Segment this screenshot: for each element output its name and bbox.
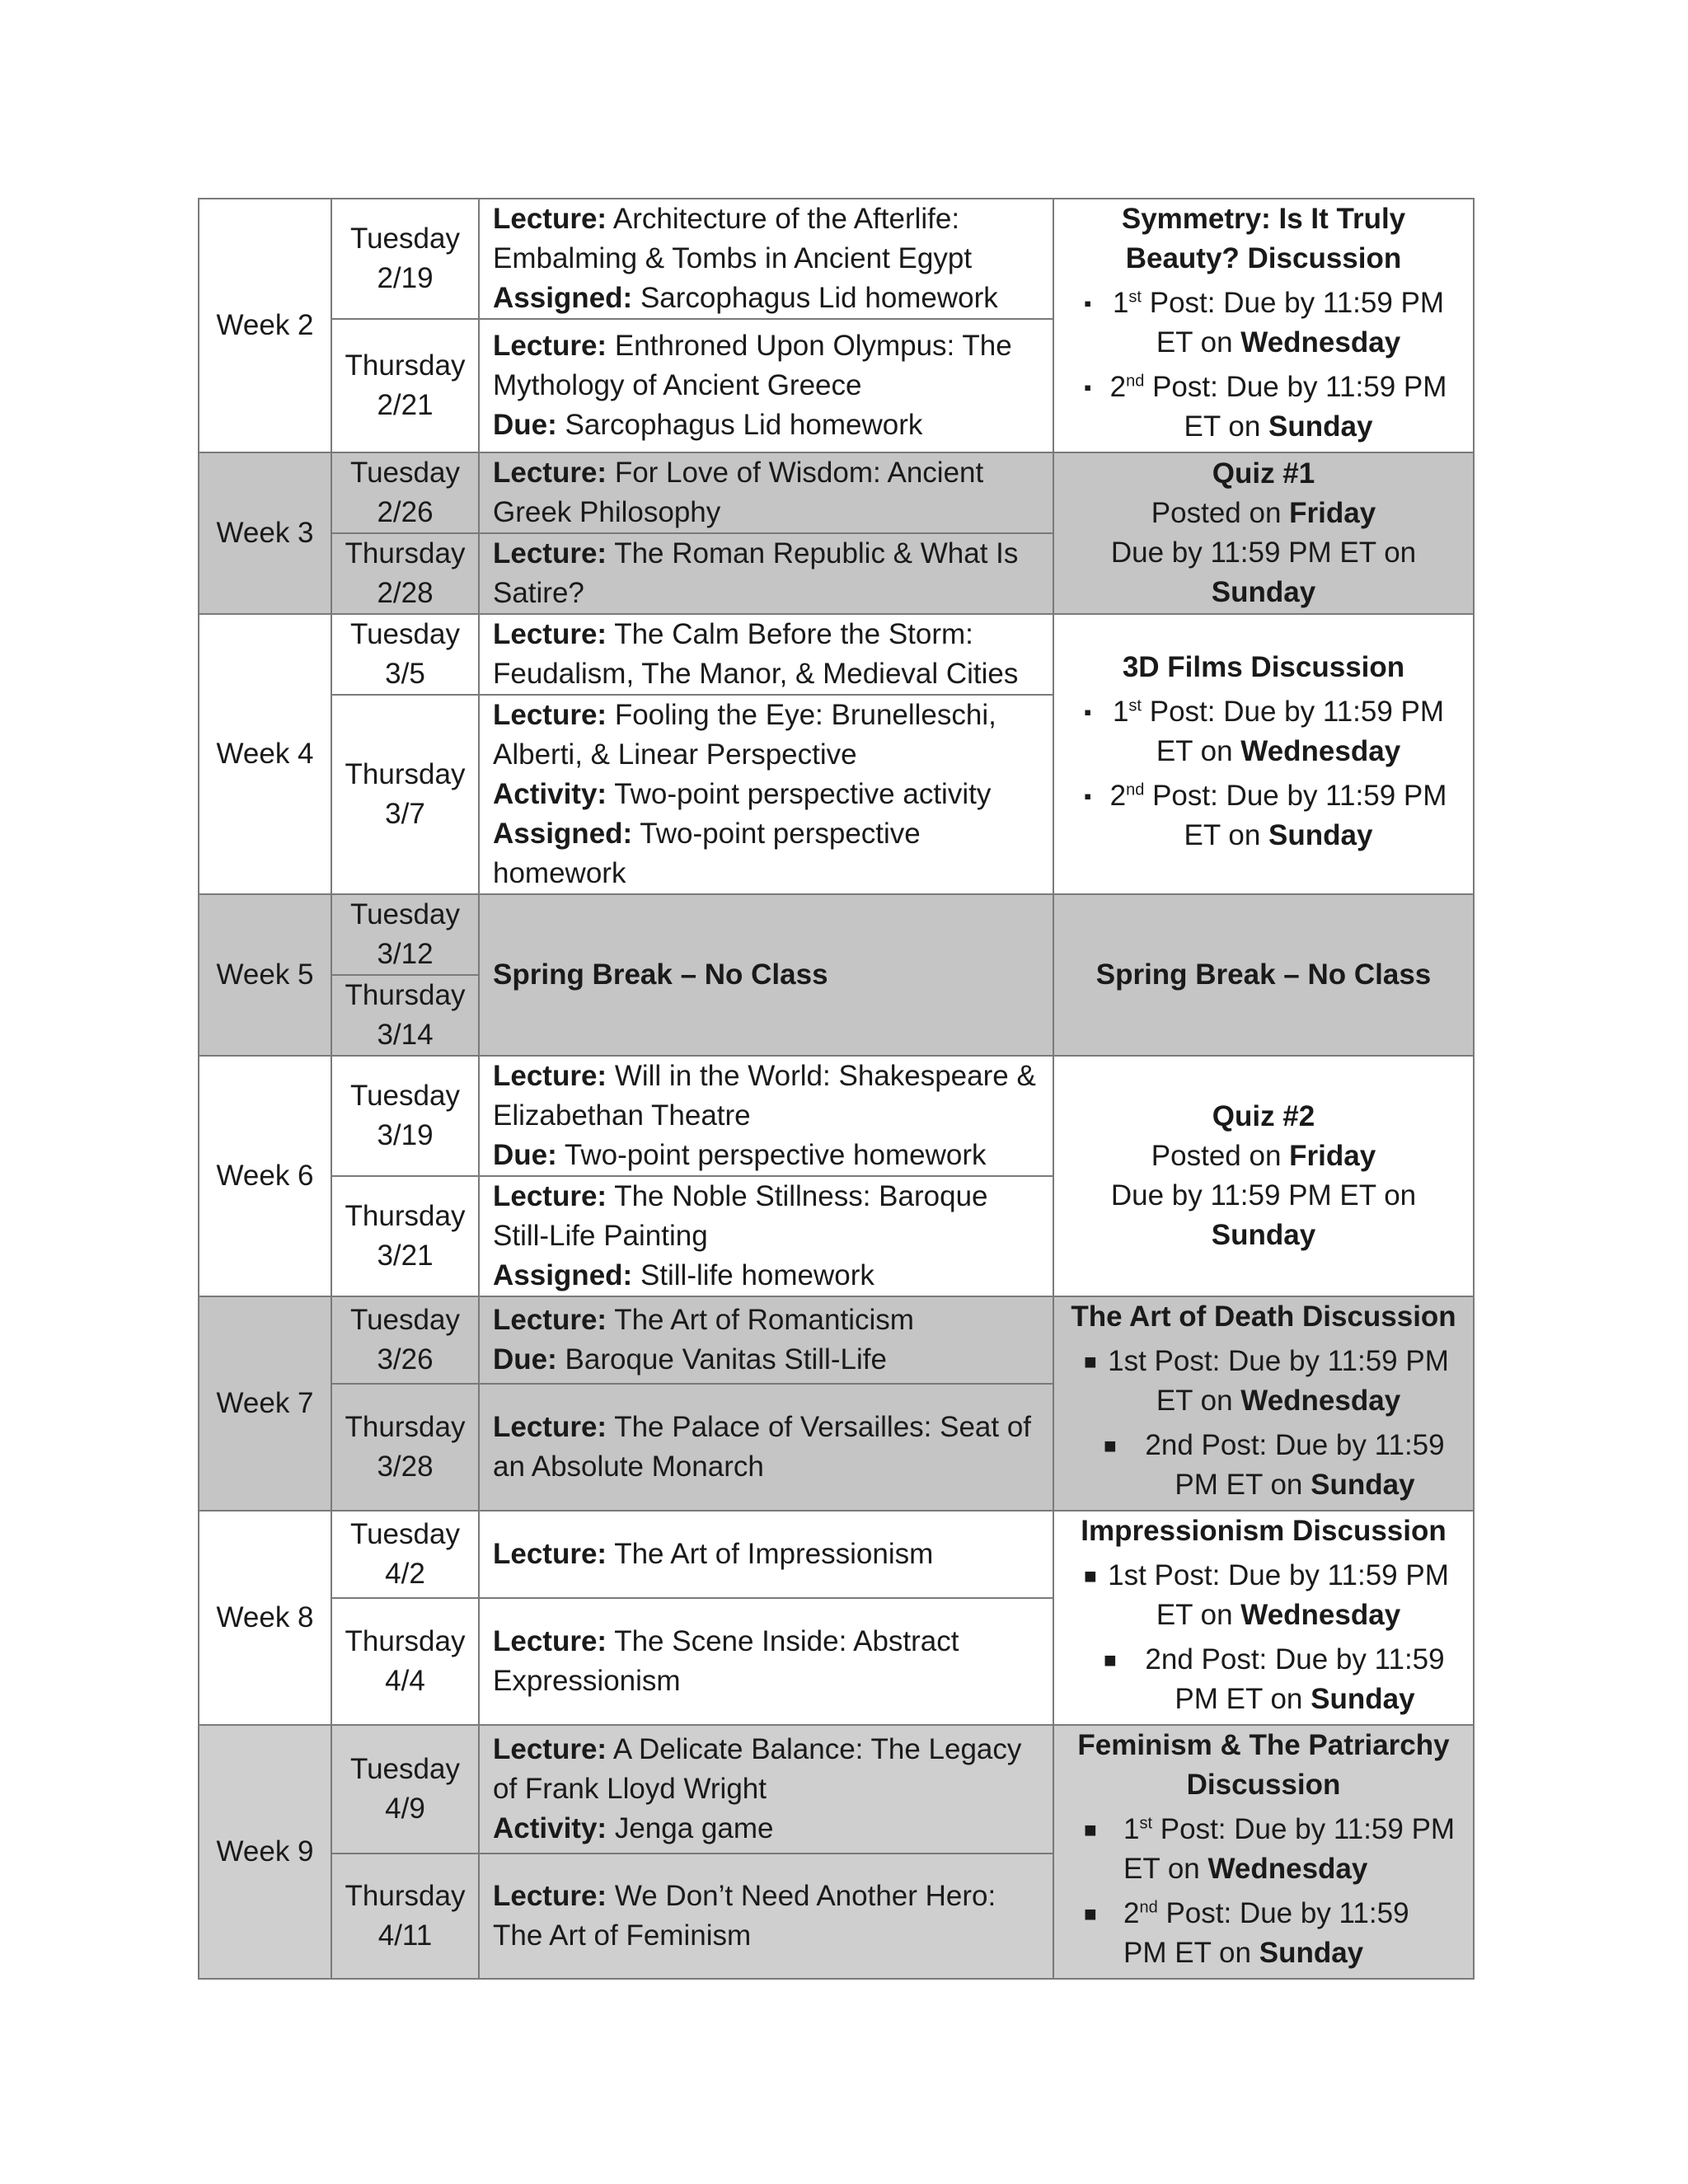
bullet-icon: ▪ bbox=[1084, 700, 1092, 724]
day-cell: Tuesday 2/19 bbox=[331, 199, 479, 319]
bullet-icon: ▪ bbox=[1084, 375, 1092, 400]
discussion-cell bbox=[1053, 1725, 1474, 1979]
discussion-cell bbox=[1053, 199, 1474, 452]
day-cell: Tuesday 2/26 bbox=[331, 452, 479, 533]
lecture-cell: Lecture: We Don’t Need Another Hero: The Art of Feminism bbox=[479, 1854, 1053, 1979]
day-cell: Tuesday 3/5 bbox=[331, 614, 479, 695]
table-row bbox=[199, 199, 1474, 319]
lecture-cell: Lecture: Architecture of the Afterlife: Embalming & Tombs in Ancient Egypt Assigned: Sarcophagus Lid homework bbox=[479, 199, 1053, 319]
table-row bbox=[199, 614, 1474, 695]
day-cell: Thursday 4/4 bbox=[331, 1598, 479, 1725]
lecture-cell: Lecture: The Palace of Versailles: Seat of an Absolute Monarch bbox=[479, 1384, 1053, 1511]
bullet-icon: ■ bbox=[1084, 1349, 1097, 1374]
lecture-cell: Lecture: The Scene Inside: Abstract Expressionism bbox=[479, 1598, 1053, 1725]
day-cell: Thursday 4/11 bbox=[331, 1854, 479, 1979]
discussion-cell bbox=[1053, 1511, 1474, 1725]
day-cell: Thursday 3/28 bbox=[331, 1384, 479, 1511]
lecture-cell: Lecture: The Calm Before the Storm: Feudalism, The Manor, & Medieval Cities bbox=[479, 614, 1053, 695]
table-row bbox=[199, 1296, 1474, 1384]
lecture-cell: Lecture: Will in the World: Shakespeare & Elizabethan Theatre Due: Two-point perspective homework bbox=[479, 1056, 1053, 1176]
discussion-title: Feminism & The Patriarchy Discussion bbox=[1077, 1729, 1450, 1801]
day-cell: Tuesday 4/2 bbox=[331, 1511, 479, 1598]
discussion-title: 3D Films Discussion bbox=[1122, 651, 1405, 683]
bullet-icon: ■ bbox=[1104, 1647, 1117, 1672]
day-cell: Tuesday 3/19 bbox=[331, 1056, 479, 1176]
table-row bbox=[199, 1725, 1474, 1854]
bullet-icon: ■ bbox=[1104, 1433, 1117, 1458]
list-item: ■ 1st Post: Due by 11:59 PM ET on Wednesday bbox=[1066, 1556, 1461, 1635]
day-cell: Thursday 2/28 bbox=[331, 533, 479, 614]
table-row bbox=[199, 1056, 1474, 1176]
lecture-cell: Lecture: The Roman Republic & What Is Satire? bbox=[479, 533, 1053, 614]
list-item: ■ 1st Post: Due by 11:59 PM ET on Wednesday bbox=[1066, 1342, 1461, 1421]
day-cell: Tuesday 3/12 bbox=[331, 894, 479, 975]
quiz-title: Quiz #2 bbox=[1212, 1100, 1315, 1132]
lecture-cell: Spring Break – No Class bbox=[479, 894, 1053, 1056]
list-item: ▪ 2nd Post: Due by 11:59 PM ET on Sunday bbox=[1066, 368, 1461, 447]
day-cell: Tuesday 3/26 bbox=[331, 1296, 479, 1384]
day-cell: Thursday 3/21 bbox=[331, 1176, 479, 1296]
lecture-cell: Lecture: The Noble Stillness: Baroque Still-Life Painting Assigned: Still-life homework bbox=[479, 1176, 1053, 1296]
list-item: ■ 2nd Post: Due by 11:59 PM ET on Sunday bbox=[1066, 1426, 1461, 1505]
list-item: ■ 2nd Post: Due by 11:59 PM ET on Sunday bbox=[1066, 1640, 1461, 1719]
week-label: Week 9 bbox=[199, 1725, 331, 1979]
discussion-title: The Art of Death Discussion bbox=[1071, 1301, 1456, 1333]
lecture-cell: Lecture: Enthroned Upon Olympus: The Mythology of Ancient Greece Due: Sarcophagus Lid homework bbox=[479, 319, 1053, 452]
quiz-cell: Quiz #1 Posted on Friday Due by 11:59 PM ET on Sunday bbox=[1053, 452, 1474, 614]
week-label: Week 6 bbox=[199, 1056, 331, 1296]
day-cell: Thursday 2/21 bbox=[331, 319, 479, 452]
week-label: Week 7 bbox=[199, 1296, 331, 1511]
quiz-title: Quiz #1 bbox=[1212, 457, 1315, 490]
lecture-cell: Lecture: The Art of Impressionism bbox=[479, 1511, 1053, 1598]
table-row bbox=[199, 894, 1474, 975]
schedule-table bbox=[198, 198, 1475, 1980]
quiz-cell: Quiz #2 Posted on Friday Due by 11:59 PM ET on Sunday bbox=[1053, 1056, 1474, 1296]
week-label: Week 4 bbox=[199, 614, 331, 894]
bullet-icon: ■ bbox=[1084, 1901, 1097, 1926]
lecture-cell: Lecture: A Delicate Balance: The Legacy of Frank Lloyd Wright Activity: Jenga game bbox=[479, 1725, 1053, 1854]
discussion-cell bbox=[1053, 1296, 1474, 1511]
bullet-icon: ■ bbox=[1084, 1563, 1097, 1588]
week-label: Week 3 bbox=[199, 452, 331, 614]
list-item: ■ 1st Post: Due by 11:59 PM ET on Wednesday bbox=[1066, 1810, 1461, 1889]
discussion-cell: Spring Break – No Class bbox=[1053, 894, 1474, 1056]
list-item: ▪ 1st Post: Due by 11:59 PM ET on Wednesday bbox=[1066, 284, 1461, 363]
lecture-cell: Lecture: Fooling the Eye: Brunelleschi, Alberti, & Linear Perspective Activity: Two-point perspective activity Assigned: Two-point perspective homework bbox=[479, 695, 1053, 894]
week-label: Week 2 bbox=[199, 199, 331, 452]
discussion-title: Impressionism Discussion bbox=[1081, 1515, 1447, 1547]
week-label: Week 8 bbox=[199, 1511, 331, 1725]
list-item: ■ 2nd Post: Due by 11:59 PM ET on Sunday bbox=[1066, 1894, 1461, 1973]
bullet-icon: ■ bbox=[1084, 1817, 1097, 1842]
list-item: ▪ 1st Post: Due by 11:59 PM ET on Wednesday bbox=[1066, 692, 1461, 771]
day-cell: Thursday 3/14 bbox=[331, 975, 479, 1056]
lecture-cell: Lecture: For Love of Wisdom: Ancient Greek Philosophy bbox=[479, 452, 1053, 533]
day-cell: Tuesday 4/9 bbox=[331, 1725, 479, 1854]
table-row bbox=[199, 452, 1474, 533]
discussion-title: Symmetry: Is It Truly Beauty? Discussion bbox=[1121, 203, 1406, 274]
discussion-cell bbox=[1053, 614, 1474, 894]
list-item: ▪ 2nd Post: Due by 11:59 PM ET on Sunday bbox=[1066, 776, 1461, 855]
day-cell: Thursday 3/7 bbox=[331, 695, 479, 894]
bullet-icon: ▪ bbox=[1084, 291, 1092, 316]
week-label: Week 5 bbox=[199, 894, 331, 1056]
lecture-cell: Lecture: The Art of Romanticism Due: Baroque Vanitas Still-Life bbox=[479, 1296, 1053, 1384]
bullet-icon: ▪ bbox=[1084, 784, 1092, 808]
table-row bbox=[199, 1511, 1474, 1598]
